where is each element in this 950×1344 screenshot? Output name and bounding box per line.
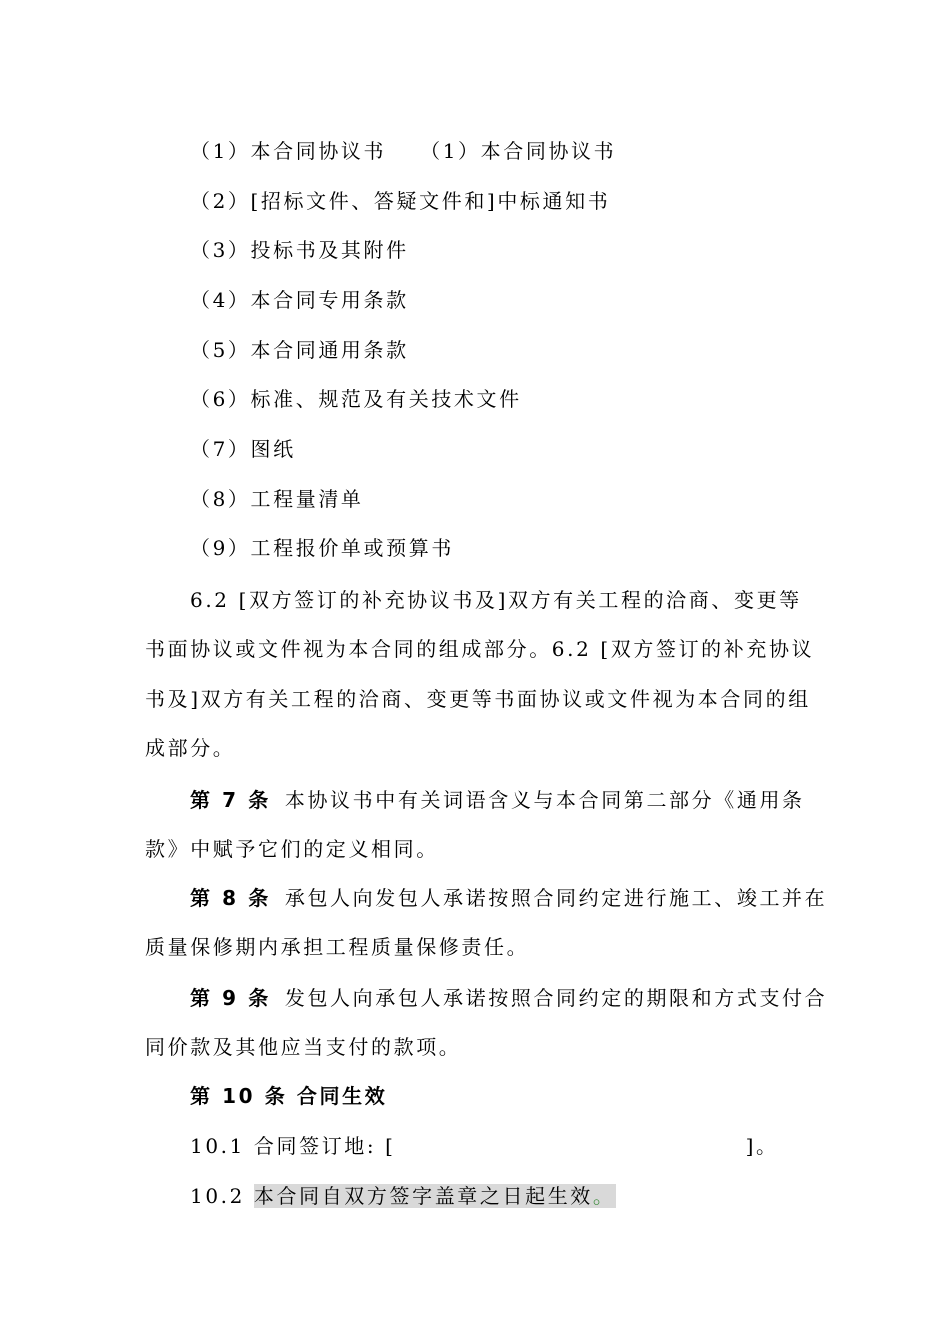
article-8-text-1: 承包人向发包人承诺按照合同约定进行施工、竣工并在 — [284, 886, 828, 910]
article-7-line-1 — [190, 786, 805, 814]
list-item-1-text: （1）本合同协议书 — [190, 139, 387, 163]
list-item-2: （2）[招标文件、答疑文件和]中标通知书 — [190, 189, 611, 213]
article-9-line-1 — [190, 984, 827, 1012]
list-item-6: （6）标准、规范及有关技术文件 — [190, 387, 522, 411]
clause-10-2 — [190, 1182, 616, 1210]
article-9-title: 第 9 条 — [190, 986, 271, 1010]
clause-6-2-line-2: 书面协议或文件视为本合同的组成部分。6.2 [双方签订的补充协议 — [145, 637, 815, 661]
article-7-line-2: 款》中赋予它们的定义相同。 — [145, 837, 439, 861]
clause-6-2-line-1: 6.2 [双方签订的补充协议书及]双方有关工程的洽商、变更等 — [190, 588, 802, 612]
list-item-5: （5）本合同通用条款 — [190, 338, 409, 362]
article-8-line-1 — [190, 884, 827, 912]
clause-10-1-end: ]。 — [745, 1134, 779, 1158]
list-item-9: （9）工程报价单或预算书 — [190, 536, 454, 560]
list-item-3: （3）投标书及其附件 — [190, 238, 409, 262]
list-item-1-duplicate: （1）本合同协议书 — [420, 139, 617, 163]
article-9-line-2: 同价款及其他应当支付的款项。 — [145, 1035, 462, 1059]
clause-10-2-text: 本合同自双方签字盖章之日起生效 — [253, 1184, 593, 1208]
list-item-1 — [190, 137, 616, 165]
clause-10-2-period: 。 — [592, 1184, 616, 1208]
article-9-text-1: 发包人向承包人承诺按照合同约定的期限和方式支付合 — [284, 986, 828, 1010]
clause-6-2-line-4: 成部分。 — [145, 736, 236, 760]
clause-10-2-highlighted-text — [254, 1184, 616, 1208]
clause-10-2-number: 10.2 — [190, 1184, 254, 1208]
clause-10-1 — [190, 1132, 779, 1160]
article-8-title: 第 8 条 — [190, 886, 271, 910]
article-8-line-2: 质量保修期内承担工程质量保修责任。 — [145, 935, 530, 959]
article-7-title: 第 7 条 — [190, 788, 271, 812]
list-item-8: （8）工程量清单 — [190, 487, 364, 511]
clause-10-1-label: 10.1 合同签订地: [ — [190, 1134, 396, 1158]
list-item-4: （4）本合同专用条款 — [190, 288, 409, 312]
article-10-title: 第 10 条 合同生效 — [190, 1084, 388, 1108]
list-item-7: （7）图纸 — [190, 437, 296, 461]
clause-6-2-line-3: 书及]双方有关工程的洽商、变更等书面协议或文件视为本合同的组 — [145, 687, 811, 711]
article-7-text-1: 本协议书中有关词语含义与本合同第二部分《通用条 — [284, 788, 805, 812]
